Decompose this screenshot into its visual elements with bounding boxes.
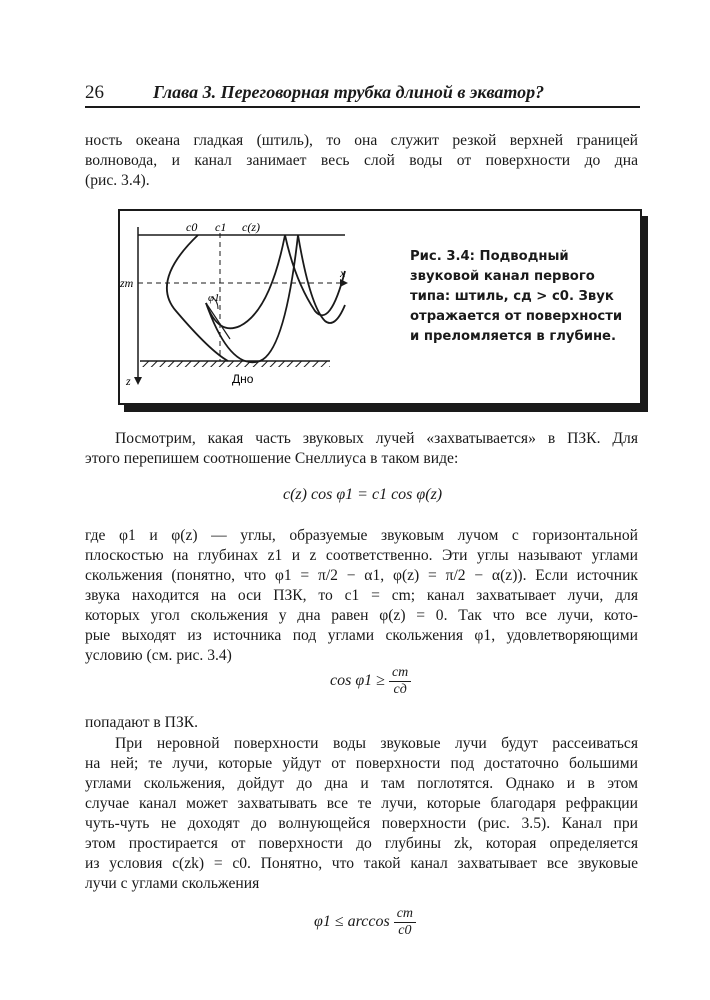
- denominator: cд: [393, 682, 407, 697]
- formula-lhs: cos φ1 ≥: [330, 672, 385, 690]
- formula-arccos: [314, 906, 416, 939]
- formula-snell: c(z) cos φ1 = c1 cos φ(z): [283, 486, 443, 503]
- text-line: звука находится на оси ПЗК, то c1 = cm; канал захватывает лучи, для: [85, 587, 638, 604]
- text-line: ность океана гладкая (штиль), то она служит резкой верхней границей: [85, 132, 638, 149]
- numerator: cm: [389, 665, 411, 682]
- text-line: лучи с углами скольжения: [85, 875, 260, 892]
- text-line: чуть-чуть не доходят до волнующейся поверхности (рис. 3.5). Канал при: [85, 815, 638, 832]
- ray-shallow: [206, 235, 285, 328]
- intro-paragraph: [85, 131, 638, 191]
- text-line: из условия c(zk) = c0. Понятно, что такой канал захватывает все звуковые: [85, 855, 638, 872]
- paragraph-rough-surface: [85, 734, 638, 894]
- label-x: x: [340, 266, 346, 280]
- label-c1: c1: [215, 220, 227, 234]
- text-line: этого перепишем соотношение Снеллиуса в таком виде:: [85, 450, 459, 467]
- label-cz: c(z): [242, 220, 260, 234]
- label-bottom: Дно: [232, 372, 254, 386]
- text-line: Посмотрим, какая часть звуковых лучей «захватывается» в ПЗК. Для: [115, 430, 638, 447]
- text-line: углами скольжения, дойдут до дна и там поглотятся. Однако и в этом: [85, 775, 638, 792]
- bottom-hatch: [140, 361, 330, 367]
- text-line: скольжения (понятно, что φ1 = π/2 − α1, φ(z) = π/2 − α(z)). Если источник: [85, 567, 638, 584]
- text-line: где φ1 и φ(z) — углы, образуемые звуковым лучом с горизонтальной: [85, 527, 638, 544]
- denominator: c0: [398, 923, 412, 938]
- label-z: z: [126, 374, 131, 388]
- text-line: плоскостью на глубинах z1 и z соответственно. Эти углы называют углами: [85, 547, 638, 564]
- text-line: случае канал может захватывать все те лучи, которые благодаря рефракции: [85, 795, 638, 812]
- formula-cos-condition: [330, 665, 411, 698]
- label-phi1: φ1: [208, 292, 220, 304]
- text-line: условию (см. рис. 3.4): [85, 647, 232, 664]
- header-rule: [85, 106, 640, 108]
- text-line: попадают в ПЗК.: [85, 714, 199, 731]
- text-line: При неровной поверхности воды звуковые лучи будут рассеиваться: [115, 735, 638, 752]
- figure-caption: Рис. 3.4: Подводный звуковой канал первого типа: штиль, cд > c0. Звук отражается от поверхности и преломляется в глубине.: [410, 249, 623, 344]
- fraction: [394, 906, 416, 939]
- text-line: которых угол скольжения у дна равен φ(z) = 0. Так что все лучи, кото-: [85, 607, 638, 624]
- fraction: [389, 665, 411, 698]
- z-axis-arrow: [134, 377, 142, 385]
- text-line: (рис. 3.4).: [85, 172, 150, 189]
- text-line: волновода, и канал занимает весь слой воды от поверхности до дна: [85, 152, 638, 169]
- paragraph-angles: [85, 526, 638, 666]
- text-line: этом простирается от поверхности до глубины zk, которая определяется: [85, 835, 638, 852]
- paragraph-enter: [85, 713, 638, 733]
- page-header: [85, 82, 640, 106]
- label-zm: zm: [120, 276, 134, 290]
- formula-lhs: φ1 ≤ arccos: [314, 913, 390, 931]
- text-line: рые выходят из источника под углами скольжения φ1, удовлетворяющими: [85, 627, 638, 644]
- figure-3-4: [118, 209, 642, 405]
- page-number: 26: [85, 82, 104, 103]
- text-line: на ней; те лучи, которые уйдут от поверхности под достаточно большими: [85, 755, 638, 772]
- ray-deep-2: [298, 235, 345, 323]
- running-title: Глава 3. Переговорная трубка длиной в экватор?: [153, 82, 545, 102]
- label-c0: c0: [186, 220, 198, 234]
- paragraph-snell: [85, 429, 638, 469]
- numerator: cm: [394, 906, 416, 923]
